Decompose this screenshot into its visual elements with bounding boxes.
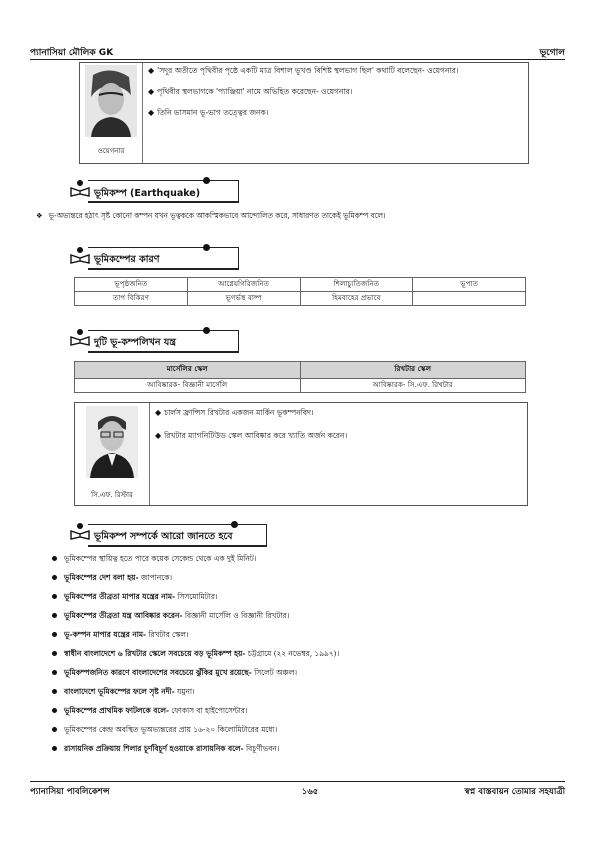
table-cell: আগ্নেয়গিরিজনিত <box>187 278 300 292</box>
definition-text: ভূ-অভ্যন্তরে হঠাৎ সৃষ্ট কোনো কম্পন যখন ভূত্বককে আকস্মিকভাবে আন্দোলিত করে, সাধারণত তাকেই ভূমিকম্প বলে। <box>48 211 386 220</box>
table-row <box>75 292 526 306</box>
frame-dot <box>203 327 210 334</box>
section-title-causes: ভূমিকম্পের কারণ <box>94 254 160 265</box>
list-item <box>52 568 339 587</box>
table-row <box>75 278 526 292</box>
table-cell: আবিষ্কারক- বিজ্ঞানী মার্সেলি <box>75 379 301 393</box>
diamond-bullet-icon: ◆ <box>155 431 162 440</box>
diamond-bullet-icon: ◆ <box>148 108 155 117</box>
list-item <box>52 663 339 682</box>
fact-question: বাংলাদেশে ভূমিকম্পের ফলে সৃষ্ট নদী- <box>64 687 175 696</box>
four-diamond-bullet-icon: ❖ <box>36 211 43 220</box>
table-header-cell: রিখটার স্কেল <box>300 362 526 379</box>
page-number: ১৬৫ <box>301 787 319 797</box>
fact-answer: চট্টগ্রামে (২২ নভেম্বর, ১৯৯৭)। <box>245 649 340 658</box>
causes-table <box>74 277 526 306</box>
richter-bullet-text: রিখটার ম্যাগনিটিউড স্কেল আবিষ্কার করে খ্যাতি অর্জন করেন। <box>164 431 348 440</box>
table-header-cell: মার্সেলির স্কেল <box>75 362 301 379</box>
fact-answer: বিচূর্ণীভবন। <box>243 744 280 753</box>
list-item <box>52 739 339 758</box>
fact-question: ভূমিকম্পের তীব্রতা মাপার যন্ত্রের নাম- <box>64 592 176 601</box>
header-rule <box>30 59 565 60</box>
list-item <box>52 587 339 606</box>
richter-box <box>74 402 528 506</box>
fact-question: ভূমিকম্পের তীব্রতা যন্ত্র আবিষ্কার করেন- <box>64 611 183 620</box>
wegener-bullet-3 <box>148 108 268 118</box>
table-header-row <box>75 362 526 379</box>
wegener-portrait <box>85 65 137 137</box>
richter-caption: সি.এফ. রিস্টার <box>91 491 133 499</box>
list-item <box>52 549 339 568</box>
fact-question: রাসায়নিক প্রক্রিয়ায় শিলার চূর্ণবিচূর্ণ হওয়াকে রাসায়নিক বলে- <box>64 744 244 753</box>
fact-answer: ফোকাস বা হাইপোসেন্টার। <box>168 706 248 715</box>
fact-question: স্বাধীন বাংলাদেশে ৬ রিখটার স্কেলে সবচেয়ে বড় ভূমিকম্প হয়- <box>64 649 246 658</box>
list-item <box>52 644 339 663</box>
footer-rule <box>30 781 565 782</box>
fact-answer: বিজ্ঞানী মার্সেলি ও বিজ্ঞানী রিখটার। <box>182 611 290 620</box>
richter-bullet-1 <box>155 408 314 418</box>
list-item <box>52 701 339 720</box>
richter-portrait <box>86 406 138 478</box>
book-reader-icon <box>70 179 90 197</box>
richter-bullet-text: চার্লস ফ্রান্সিস রিখটার একজন মার্কিন ভূকম্পনবিদ। <box>164 408 314 417</box>
fact-answer: রিখটার স্কেল। <box>146 630 189 639</box>
fact-question: ভূ-কম্পন মাপার যন্ত্রের নাম- <box>64 630 147 639</box>
book-reader-icon <box>70 328 90 346</box>
list-item <box>52 682 339 701</box>
list-item <box>52 606 339 625</box>
wegener-box <box>79 62 529 164</box>
table-cell: ভূপাত <box>413 278 526 292</box>
wegener-bullet-text: পৃথিবীর স্থলভাগকে 'প্যাঞ্জিয়া' নামে অভিহিত করেছেন- ওয়েগনার। <box>157 87 353 96</box>
fact-answer: জাপানকে। <box>138 573 173 582</box>
fact-answer: যমুনা। <box>174 687 195 696</box>
earthquake-definition <box>36 211 386 223</box>
fact-answer: সিলেট অঞ্চল। <box>251 668 298 677</box>
frame-dot <box>203 244 210 251</box>
fact-answer: ভূমিকম্পের স্থায়িত্ব হতে পারে কয়েক সেকেন্ড থেকে এক দুই মিনিট। <box>64 554 257 563</box>
fact-question: ভূমিকম্পজনিত কারণে বাংলাদেশের সবচেয়ে ঝুঁকির মুখে রয়েছে- <box>64 668 252 677</box>
fact-answer: ভূমিকম্পের কেন্দ্র অবস্থিত ভূঅভ্যন্তরের প্রায় ১৬-২০ কিলোমিটারের মধ্যে। <box>64 725 278 734</box>
diamond-bullet-icon: ◆ <box>148 66 155 75</box>
table-cell: ভূপৃষ্ঠজনিত <box>75 278 188 292</box>
table-cell: শিলাচ্যুতিজনিত <box>300 278 413 292</box>
table-cell: হিমবাহের প্রভাবে <box>300 292 413 306</box>
frame-dot <box>203 177 210 184</box>
diamond-bullet-icon: ◆ <box>155 408 162 417</box>
wegener-bullet-text: তিনি ভাসমান ভূ-ভাগ তত্ত্বের জনক। <box>157 108 269 117</box>
list-item <box>52 625 339 644</box>
wegener-bullet-2 <box>148 87 352 97</box>
fact-answer: সিসমোমিটার। <box>175 592 218 601</box>
table-row <box>75 379 526 393</box>
list-item <box>52 720 339 739</box>
wegener-bullet-text: 'সদূর অতীতে পৃথিবীর পৃষ্ঠে একটি মাত্র বিশাল ভূখণ্ড বিশিষ্ট স্থলভাগ ছিল' কথাটি বলেছেন- ওয়েগনার। <box>157 66 459 75</box>
footer-publisher: প্যানাসিয়া পাবলিকেশন্স <box>30 787 110 797</box>
table-cell <box>413 292 526 306</box>
wegener-bullet-1 <box>148 66 458 76</box>
section-title-more-facts: ভূমিকম্প সম্পর্কে আরো জানতে হবে <box>94 531 233 542</box>
richter-bullet-2 <box>155 431 347 441</box>
table-cell: ভূগর্ভস্থ বাষ্প <box>187 292 300 306</box>
header-book-title: প্যানাসিয়া মৌলিক GK <box>30 48 114 58</box>
instruments-table <box>74 361 526 393</box>
fact-question: ভূমিকম্পের প্রাথমিক ফাটলকে বলে- <box>64 706 169 715</box>
header-subject: ভূগোল <box>539 48 565 58</box>
wegener-box-divider <box>142 63 143 163</box>
wegener-caption: ওয়েগনার <box>97 147 125 155</box>
fact-question: ভূমিকম্পের দেশ বলা হয়- <box>64 573 139 582</box>
section-title-instruments: দুটি ভূ-কম্পলিখন যন্ত্র <box>94 337 176 348</box>
section-title-earthquake: ভূমিকম্প (Earthquake) <box>94 188 201 199</box>
table-cell: তাপ বিকিরণ <box>75 292 188 306</box>
diamond-bullet-icon: ◆ <box>148 87 155 96</box>
table-cell: আবিষ্কারক- সি.এফ. রিখটার <box>300 379 526 393</box>
facts-list <box>52 549 339 758</box>
footer-tagline: স্বপ্ন বাস্তবায়ন তোমার সহযাত্রী <box>464 787 565 797</box>
frame-dot <box>231 521 238 528</box>
richter-box-divider <box>149 403 150 505</box>
book-reader-icon <box>70 522 90 540</box>
book-reader-icon <box>70 246 90 264</box>
